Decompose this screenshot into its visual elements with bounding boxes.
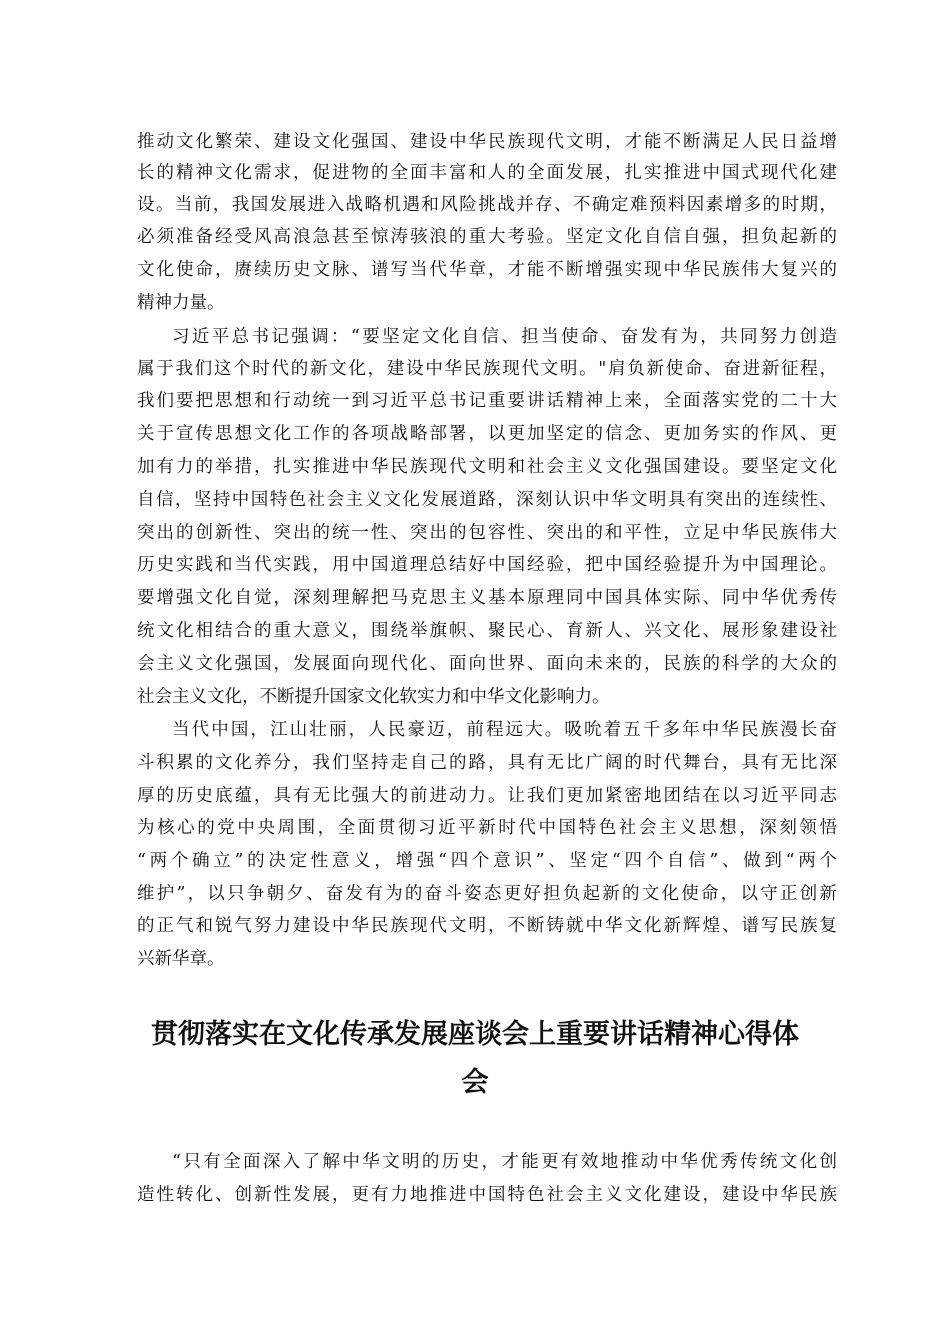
body-text-line: 厚的历史底蕴，具有无比强大的前进动力。让我们更加紧密地团结在以习近平同志 — [137, 786, 837, 806]
body-text-line: 长的精神文化需求，促进物的全面丰富和人的全面发展，扎实推进中国式现代化建 — [137, 163, 837, 183]
body-text-line: 兴新华章。 — [137, 949, 225, 969]
body-text-line: 当代中国，江山壮丽，人民豪迈，前程远大。吸吮着五千多年中华民族漫长奋 — [172, 720, 837, 740]
body-text-line: 习近平总书记强调：“要坚定文化自信、担当使命、奋发有为，共同努力创造 — [172, 327, 837, 347]
body-text-line: 为核心的党中央周围，全面贯彻习近平新时代中国特色社会主义思想，深刻领悟 — [137, 818, 837, 838]
body-text-line: 要增强文化自觉，深刻理解把马克思主义基本原理同中国具体实际、同中华优秀传 — [137, 588, 837, 608]
body-text-line: 自信，坚持中国特色社会主义文化发展道路，深刻认识中华文明具有突出的连续性、 — [137, 490, 837, 510]
body-text-line: 造性转化、创新性发展，更有力地推进中国特色社会主义文化建设，建设中华民族 — [137, 1185, 837, 1205]
body-text-line: 精神力量。 — [137, 293, 225, 313]
body-text-line: “两个确立”的决定性意义，增强“四个意识”、坚定“四个自信”、做到“两个 — [137, 851, 837, 871]
body-text-line: 加有力的举措，扎实推进中华民族现代文明和社会主义文化强国建设。要坚定文化 — [137, 457, 837, 477]
body-text-line: 社会主义文化，不断提升国家文化软实力和中华文化影响力。 — [137, 687, 610, 707]
body-text-line: 突出的创新性、突出的统一性、突出的包容性、突出的和平性，立足中华民族伟大 — [137, 523, 837, 543]
body-text-line: 会主义文化强国，发展面向现代化、面向世界、面向未来的，民族的科学的大众的 — [137, 654, 837, 674]
body-text-line: “只有全面深入了解中华文明的历史，才能更有效地推动中华优秀传统文化创 — [172, 1152, 837, 1172]
body-text-line: 维护”，以只争朝夕、奋发有为的奋斗姿态更好担负起新的文化使命，以守正创新 — [137, 884, 837, 904]
body-text-line: 统文化相结合的重大意义，围绕举旗帜、聚民心、育新人、兴文化、展形象建设社 — [137, 621, 837, 641]
body-text-line: 斗积累的文化养分，我们坚持走自己的路，具有无比广阔的时代舞台，具有无比深 — [137, 753, 837, 773]
body-text-line: 我们要把思想和行动统一到习近平总书记重要讲话精神上来，全面落实党的二十大 — [137, 391, 837, 411]
body-text-line: 设。当前，我国发展进入战略机遇和风险挑战并存、不确定难预料因素增多的时期， — [137, 195, 837, 215]
body-text-line: 关于宣传思想文化工作的各项战略部署，以更加坚定的信念、更加务实的作风、更 — [137, 424, 837, 444]
body-text-line: 文化使命，赓续历史文脉、谱写当代华章，才能不断增强实现中华民族伟大复兴的 — [137, 260, 837, 280]
body-text-line: 历史实践和当代实践，用中国道理总结好中国经验，把中国经验提升为中国理论。 — [137, 555, 837, 575]
body-text-line: 的正气和锐气努力建设中华民族现代文明，不断铸就中华文化新辉煌、谱写民族复 — [137, 916, 837, 936]
section-heading-line: 贯彻落实在文化传承发展座谈会上重要讲话精神心得体 — [151, 1019, 799, 1050]
body-text-line: 推动文化繁荣、建设文化强国、建设中华民族现代文明，才能不断满足人民日益增 — [137, 132, 837, 152]
body-text-line: 属于我们这个时代的新文化，建设中华民族现代文明。"肩负新使命、奋进新征程， — [137, 359, 837, 379]
body-text-line: 必须准备经受风高浪急甚至惊涛骇浪的重大考验。坚定文化自信自强，担负起新的 — [137, 227, 837, 247]
section-heading-line: 会 — [461, 1067, 489, 1098]
